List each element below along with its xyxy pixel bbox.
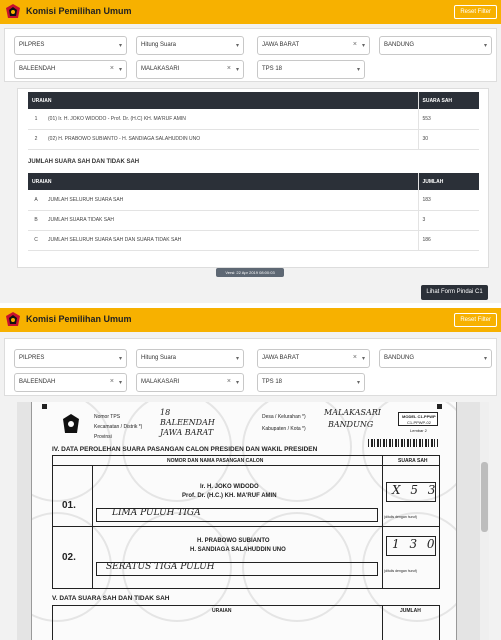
regency-select-value: BANDUNG — [384, 355, 415, 361]
table-row — [28, 109, 479, 129]
chevron-down-icon: ▾ — [235, 380, 239, 386]
summary-value: 183 — [418, 190, 479, 210]
c1-scan-image — [31, 402, 457, 640]
candidate-number: 02. — [62, 552, 76, 563]
handwritten-value: 18 — [160, 408, 171, 417]
field-label: Desa / Kelurahan *) — [262, 414, 306, 420]
form-code-sub: C1-PPWP-02 — [407, 420, 432, 425]
handwritten-value: MALAKASARI — [324, 408, 381, 417]
results-card — [17, 88, 489, 268]
summary-label: JUMLAH SUARA TIDAK SAH — [44, 210, 418, 230]
election-select[interactable] — [14, 349, 127, 368]
summary-value: 186 — [418, 230, 479, 250]
village-select-value: MALAKASARI — [141, 379, 180, 385]
clear-icon[interactable]: × — [226, 378, 231, 385]
regency-select[interactable] — [379, 36, 492, 55]
chevron-down-icon: ▾ — [483, 356, 487, 362]
mode-select-value: Hitung Suara — [141, 355, 177, 361]
app-title: Komisi Pemilihan Umum — [26, 314, 132, 324]
table-header-row — [28, 173, 479, 190]
province-select-value: JAWA BARAT — [262, 355, 300, 361]
results-view — [0, 0, 501, 303]
tps-select-value: TPS 18 — [262, 379, 283, 385]
village-select-value: MALAKASARI — [141, 66, 180, 72]
clear-icon[interactable]: × — [352, 354, 357, 361]
chevron-down-icon: ▾ — [361, 356, 365, 362]
top-bar — [0, 0, 501, 24]
summary-heading: JUMLAH SUARA SAH DAN TIDAK SAH — [28, 159, 140, 165]
candidate-name: H. SANDIAGA SALAHUDDIN UNO — [190, 547, 286, 553]
province-select[interactable] — [257, 36, 370, 55]
column-header: JUMLAH — [400, 608, 421, 614]
summary-table — [28, 173, 479, 251]
vote-count: 553 — [418, 109, 479, 129]
table-row — [28, 190, 479, 210]
column-header: SUARA SAH — [418, 92, 479, 109]
tps-select-value: TPS 18 — [262, 66, 283, 72]
filter-panel — [4, 338, 497, 396]
column-header: URAIAN — [28, 92, 418, 109]
form-code: MODEL C1-PPWP — [402, 414, 436, 419]
handwritten-words: LIMA PULUH TIGA — [112, 508, 201, 518]
chevron-down-icon: ▾ — [235, 67, 239, 73]
mode-select[interactable] — [136, 36, 244, 55]
chevron-down-icon: ▾ — [118, 67, 122, 73]
summary-value: 3 — [418, 210, 479, 230]
column-header: URAIAN — [28, 173, 418, 190]
sheet-label: Lembar 2 — [410, 428, 427, 433]
chevron-down-icon: ▾ — [118, 380, 122, 386]
handwritten-value: BANDUNG — [328, 420, 374, 429]
table-rule — [52, 526, 440, 527]
column-header: NOMOR DAN NAMA PASANGAN CALON — [167, 458, 264, 464]
vote-count: 30 — [418, 129, 479, 149]
results-table — [28, 92, 479, 150]
mode-select-value: Hitung Suara — [141, 42, 177, 48]
tps-select[interactable] — [257, 60, 365, 79]
clear-icon[interactable]: × — [109, 378, 114, 385]
scrollbar-thumb[interactable] — [481, 462, 488, 532]
handwritten-value: JAWA BARAT — [160, 428, 214, 437]
candidate-name: Prof. Dr. (H.C.) KH. MA'RUF AMIN — [182, 493, 277, 499]
registration-mark — [437, 404, 442, 409]
top-bar — [0, 308, 501, 332]
regency-select[interactable] — [379, 349, 492, 368]
candidate-number: 01. — [62, 500, 76, 511]
barcode — [368, 439, 438, 447]
table-header-row — [28, 92, 479, 109]
table-row — [28, 129, 479, 149]
summary-label: JUMLAH SELURUH SUARA SAH DAN SUARA TIDAK SAH — [44, 230, 418, 250]
province-select[interactable] — [257, 349, 370, 368]
view-c1-scan-button[interactable]: Lihat Form Pindai C1 — [421, 285, 488, 300]
district-select-value: BALEENDAH — [19, 66, 56, 72]
chevron-down-icon: ▾ — [356, 67, 360, 73]
section-v-title: V. DATA SUARA SAH DAN TIDAK SAH — [52, 595, 170, 602]
garuda-emblem-icon — [62, 414, 80, 434]
province-select-value: JAWA BARAT — [262, 42, 300, 48]
row-letter: A — [28, 190, 44, 210]
app-title: Komisi Pemilihan Umum — [26, 6, 132, 16]
village-select[interactable] — [136, 60, 244, 79]
chevron-down-icon: ▾ — [118, 43, 122, 49]
row-letter: B — [28, 210, 44, 230]
summary-label: JUMLAH SELURUH SUARA SAH — [44, 190, 418, 210]
election-select-value: PILPRES — [19, 355, 45, 361]
words-hint: (ditulis dengan huruf) — [384, 515, 417, 519]
registration-mark — [42, 404, 47, 409]
table-row — [28, 210, 479, 230]
chevron-down-icon: ▾ — [361, 43, 365, 49]
table-rule — [92, 465, 93, 589]
field-label: Nomor TPS — [94, 414, 121, 420]
chevron-down-icon: ▾ — [235, 43, 239, 49]
kpu-logo-icon — [6, 4, 20, 19]
district-select[interactable] — [14, 373, 127, 392]
district-select[interactable] — [14, 60, 127, 79]
clear-icon[interactable]: × — [109, 65, 114, 72]
candidate-name: Ir. H. JOKO WIDODO — [200, 484, 259, 490]
kpu-logo-icon — [6, 312, 20, 327]
section-iv-title: IV. DATA PEROLEHAN SUARA PASANGAN CALON PRESIDEN DAN WAKIL PRESIDEN — [52, 446, 318, 453]
field-label: Provinsi — [94, 434, 112, 440]
regency-select-value: BANDUNG — [384, 42, 415, 48]
row-number: 1 — [28, 109, 44, 129]
handwritten-value: BALEENDAH — [160, 418, 215, 427]
election-select-value: PILPRES — [19, 42, 45, 48]
candidate-name: H. PRABOWO SUBIANTO — [197, 538, 270, 544]
handwritten-words: SERATUS TIGA PULUH — [106, 562, 215, 572]
scan-scrollbar[interactable] — [480, 402, 489, 640]
field-label: Kabupaten / Kota *) — [262, 426, 306, 432]
tps-select[interactable] — [257, 373, 365, 392]
scan-viewer[interactable] — [17, 402, 489, 640]
handwritten-digits: 1 3 0 — [392, 537, 438, 551]
field-label: Kecamatan / Distrik *) — [94, 424, 143, 430]
filter-panel — [4, 28, 497, 82]
scan-view — [0, 308, 501, 640]
village-select[interactable] — [136, 373, 244, 392]
row-number: 2 — [28, 129, 44, 149]
clear-icon[interactable]: × — [352, 41, 357, 48]
district-select-value: BALEENDAH — [19, 379, 56, 385]
table-row — [28, 230, 479, 250]
election-select[interactable] — [14, 36, 127, 55]
column-header: JUMLAH — [418, 173, 479, 190]
table-rule — [382, 455, 383, 589]
column-header: URAIAN — [212, 608, 232, 614]
column-header: SUARA SAH — [398, 458, 428, 464]
chevron-down-icon: ▾ — [356, 380, 360, 386]
mode-select[interactable] — [136, 349, 244, 368]
candidate-pair: (01) Ir. H. JOKO WIDODO - Prof. Dr. (H.C) KH. MA'RUF AMIN — [44, 109, 418, 129]
clear-icon[interactable]: × — [226, 65, 231, 72]
chevron-down-icon: ▾ — [118, 356, 122, 362]
chevron-down-icon: ▾ — [235, 356, 239, 362]
version-timestamp: Versi: 22 Apr 2019 08:00:03 — [216, 268, 284, 277]
candidate-pair: (02) H. PRABOWO SUBIANTO - H. SANDIAGA SALAHUDDIN UNO — [44, 129, 418, 149]
reset-filter-button[interactable]: Reset Filter — [454, 5, 497, 19]
form-code-box — [398, 412, 438, 426]
reset-filter-button[interactable]: Reset Filter — [454, 313, 497, 327]
handwritten-digits: X 5 3 — [392, 483, 439, 497]
table-rule — [382, 605, 383, 640]
chevron-down-icon: ▾ — [483, 43, 487, 49]
row-letter: C — [28, 230, 44, 250]
words-hint: (ditulis dengan huruf) — [384, 569, 417, 573]
